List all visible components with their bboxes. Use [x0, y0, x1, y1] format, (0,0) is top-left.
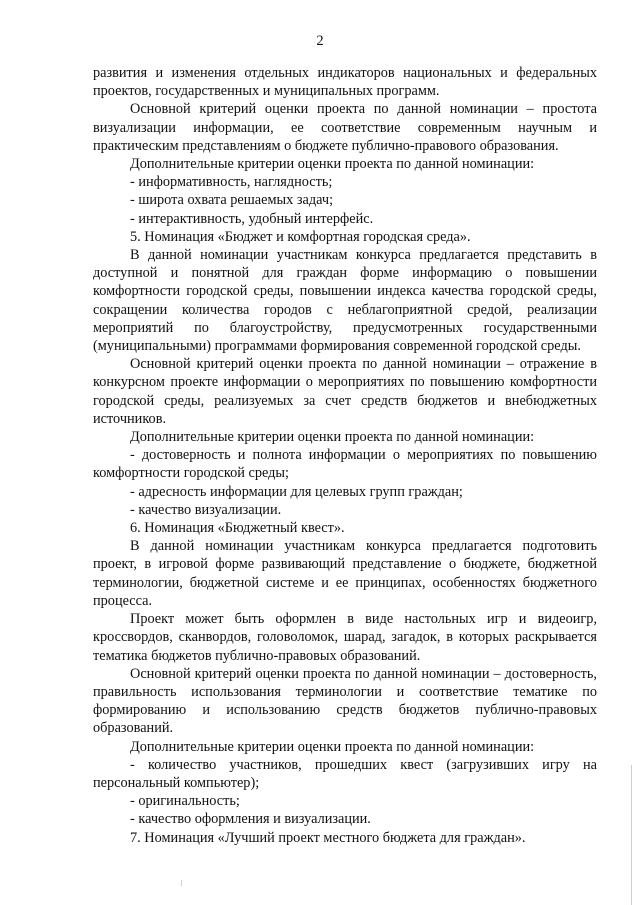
paragraph: В данной номинации участникам конкурса предлагается представить в доступной и понятной для граждан форме информацию о повышении комфортности городской среды, повышении индекса качества городской среды, сокращении количества городов с неблагоприятной средой, реализации мероприятий по благоустройству, предусмотренных государственными (муниципальными) программами формирования современной городской среды.	[93, 247, 597, 355]
list-item: - адресность информации для целевых групп граждан;	[130, 483, 463, 500]
paragraph: развития и изменения отдельных индикаторов национальных и федеральных проектов, государственных и муниципальных программ.	[93, 65, 597, 100]
list-item: - достоверность и полнота информации о мероприятиях по повышению комфортности городской среды;	[93, 447, 597, 482]
paragraph: Основной критерий оценки проекта по данной номинации – простота визуализации информации, ее соответствие современным научным и практическим представлениям о бюджете публично-правового образования.	[93, 101, 597, 154]
list-item: - количество участников, прошедших квест (загрузивших игру на персональный компьютер);	[93, 756, 597, 791]
list-item: - качество оформления и визуализации.	[130, 811, 371, 828]
list-item: - оригинальность;	[130, 793, 240, 810]
list-item: - информативность, наглядность;	[130, 174, 333, 191]
list-item: - интерактивность, удобный интерфейс.	[130, 210, 374, 227]
paragraph: Дополнительные критерии оценки проекта по данной номинации:	[130, 429, 535, 446]
paragraph: Основной критерий оценки проекта по данной номинации – достоверность, правильность использования терминологии и соответствие тематике по формированию и использованию средств бюджетов публично-правовых образований.	[93, 665, 597, 737]
paragraph: Основной критерий оценки проекта по данной номинации – отражение в конкурсном проекте информации о мероприятиях по повышению комфортности городской среды, реализуемых за счет средств бюджетов и внебюджетных источников.	[93, 356, 597, 427]
document-body	[93, 64, 597, 847]
scan-artifact	[181, 880, 182, 886]
paragraph: Проект может быть оформлен в виде настольных игр и видеоигр, кроссвордов, сканвордов, головоломок, шарад, загадок, в которых раскрывается тематика бюджетов публично-правовых образований.	[93, 611, 597, 664]
paragraph: 5. Номинация «Бюджет и комфортная городская среда».	[130, 228, 471, 245]
page-number: 2	[316, 33, 324, 49]
paragraph: Дополнительные критерии оценки проекта по данной номинации:	[130, 738, 535, 755]
paragraph: 7. Номинация «Лучший проект местного бюджета для граждан».	[130, 829, 526, 846]
paragraph: 6. Номинация «Бюджетный квест».	[130, 520, 345, 537]
scan-edge-line	[631, 765, 632, 905]
list-item: - широта охвата решаемых задач;	[130, 192, 334, 209]
list-item: - качество визуализации.	[130, 501, 282, 518]
paragraph: Дополнительные критерии оценки проекта по данной номинации:	[130, 156, 535, 173]
paragraph: В данной номинации участникам конкурса предлагается подготовить проект, в игровой форме развивающий представление о бюджете, бюджетной терминологии, бюджетной системе и ее принципах, особенностях бюджетного процесса.	[93, 538, 597, 609]
